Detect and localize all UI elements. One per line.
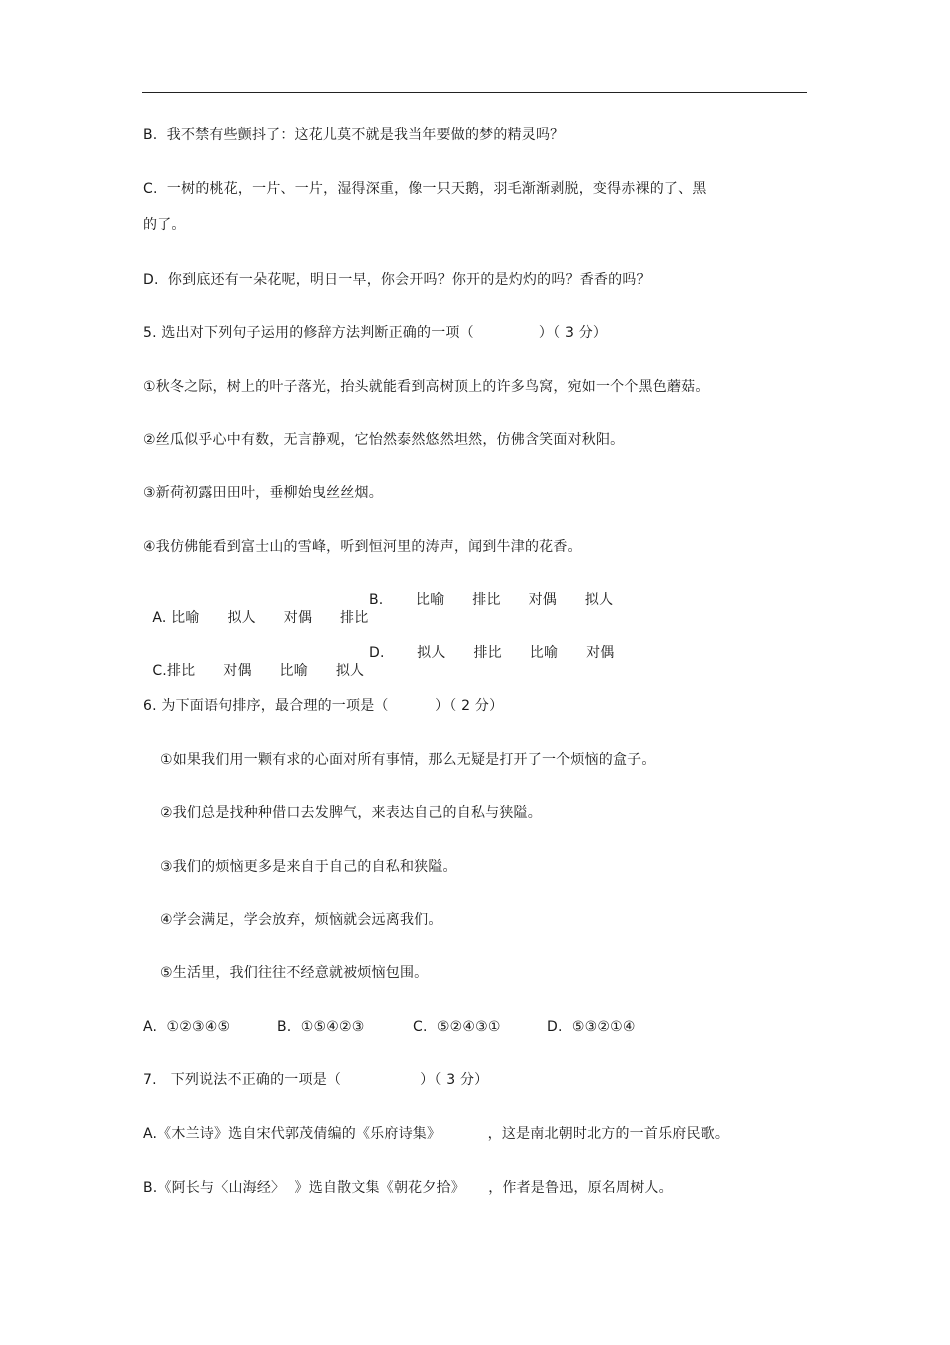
q5-options-row-1 [143, 591, 614, 645]
q7-option-a: A.《木兰诗》选自宋代郭茂倩编的《乐府诗集》 ，这是南北朝时北方的一首乐府民歌。 [143, 1126, 730, 1142]
q6-option-c: C. ⑤②④③① [413, 1019, 501, 1035]
q6-stem: 6. 为下面语句排序，最合理的一项是（ ）（ 2 分） [143, 698, 504, 714]
q6-sentence-5: ⑤生活里，我们往往不经意就被烦恼包围。 [160, 965, 429, 981]
q6-options-row [143, 1018, 803, 1108]
q4-option-c-line2: 的了。 [143, 217, 186, 233]
q4-option-c-line1: C. 一树的桃花，一片、一片，湿得深重，像一只天鹅，羽毛渐渐剥脱，变得赤裸的了、黑 [143, 181, 707, 197]
q6-option-a: A. ①②③④⑤ [143, 1019, 231, 1035]
q5-option-b: B. 比喻 排比 对偶 拟人 [369, 592, 614, 608]
q6-sentence-1: ①如果我们用一颗有求的心面对所有事情，那么无疑是打开了一个烦恼的盒子。 [160, 752, 656, 768]
q6-sentence-4: ④学会满足，学会放弃，烦恼就会远离我们。 [160, 912, 443, 928]
q5-option-d: D. 拟人 排比 比喻 对偶 [369, 645, 615, 661]
q7-stem: 7. 下列说法不正确的一项是（ ）（ 3 分） [143, 1072, 489, 1088]
q4-option-d: D. 你到底还有一朵花呢，明日一早，你会开吗？你开的是灼灼的吗？香香的吗？ [143, 272, 651, 288]
q7-option-b: B.《阿长与〈山海经〉 》选自散文集《朝花夕拾》 ，作者是鲁迅，原名周树人。 [143, 1180, 673, 1196]
q6-sentence-2: ②我们总是找种种借口去发脾气，来表达自己的自私与狭隘。 [160, 805, 542, 821]
header-rule [142, 92, 807, 93]
q6-option-d: D. ⑤③②①④ [547, 1019, 636, 1035]
q5-sentence-3: ③新荷初露田田叶，垂柳始曳丝丝烟。 [143, 485, 383, 501]
q5-options-row-2 [143, 644, 615, 698]
q5-sentence-1: ①秋冬之际，树上的叶子落光，抬头就能看到高树顶上的许多鸟窝，宛如一个个黑色蘑菇。 [143, 379, 710, 395]
q6-option-b: B. ①⑤④②③ [277, 1019, 365, 1035]
q5-sentence-4: ④我仿佛能看到富士山的雪峰，听到恒河里的涛声，闻到牛津的花香。 [143, 539, 582, 555]
q5-stem: 5. 选出对下列句子运用的修辞方法判断正确的一项（ ）（ 3 分） [143, 325, 608, 341]
q5-option-a: A. 比喻 拟人 对偶 排比 [152, 610, 369, 626]
q4-option-b: B. 我不禁有些颤抖了：这花儿莫不就是我当年要做的梦的精灵吗？ [143, 127, 565, 143]
q5-sentence-2: ②丝瓜似乎心中有数，无言静观，它怡然泰然悠然坦然，仿佛含笑面对秋阳。 [143, 432, 625, 448]
q6-sentence-3: ③我们的烦恼更多是来自于自己的自私和狭隘。 [160, 859, 457, 875]
q5-option-c: C.排比 对偶 比喻 拟人 [152, 663, 365, 679]
